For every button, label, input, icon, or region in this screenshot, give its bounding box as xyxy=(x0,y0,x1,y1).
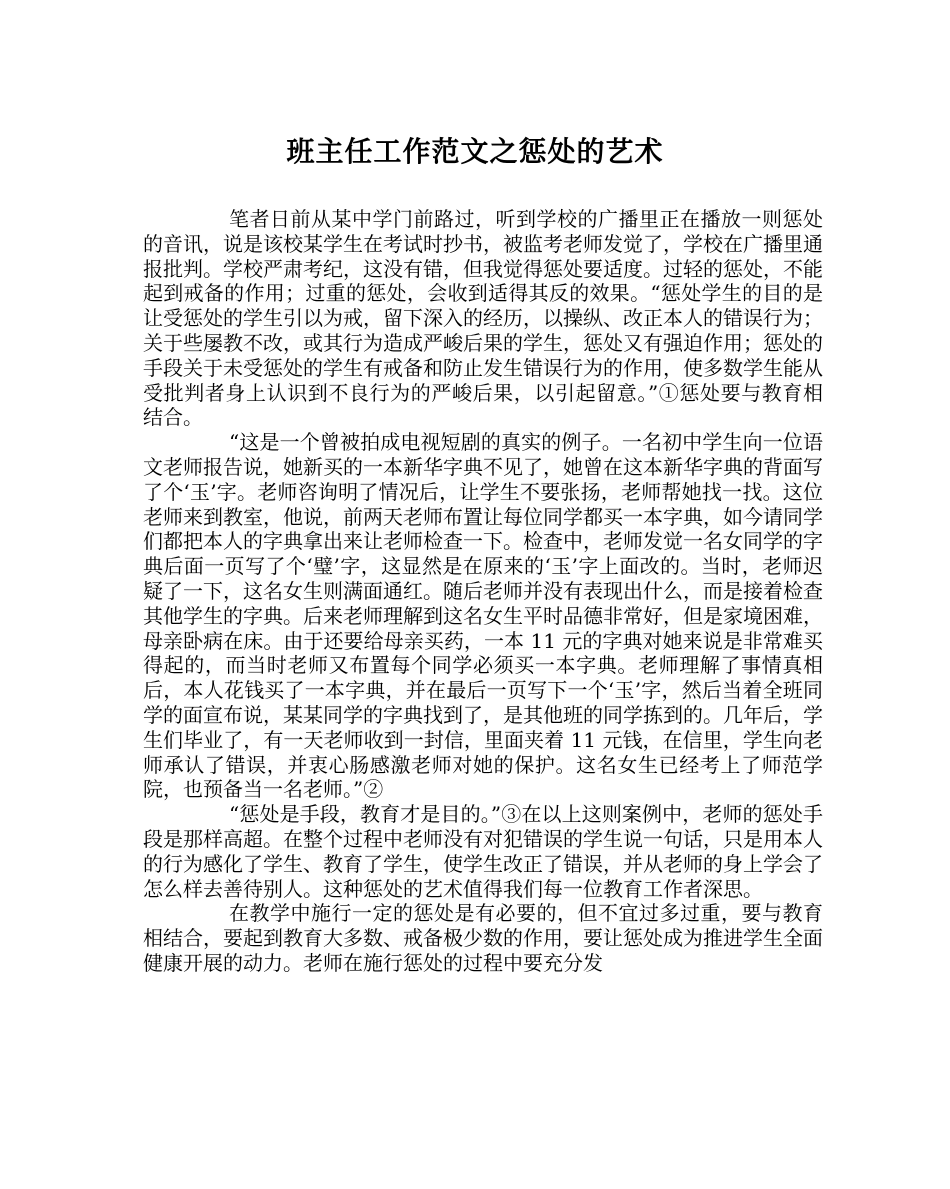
document-title: 班主任工作范文之惩处的艺术 xyxy=(286,135,664,168)
paragraph: 在教学中施行一定的惩处是有必要的，但不宜过多过重，要与教育相结合，要起到教育大多数、戒备极少数的作用，要让惩处成为推进学生全面健康开展的动力。老师在施行惩处的过程中要充分发 xyxy=(143,901,823,975)
paragraph: 笔者日前从某中学门前路过，听到学校的广播里正在播放一则惩处的音讯，说是该校某学生在考试时抄书，被监考老师发觉了，学校在广播里通报批判。学校严肃考纪，这没有错，但我觉得惩处要适度。过轻的惩处，不能起到戒备的作用；过重的惩处，会收到适得其反的效果。“惩处学生的目的是让受惩处的学生引以为戒，留下深入的经历，以操纵、改正本人的错误行为；关于些屡教不改，或其行为造成严峻后果的学生，惩处又有强迫作用；惩处的手段关于未受惩处的学生有戒备和防止发生错误行为的作用，使多数学生能从受批判者身上认识到不良行为的严峻后果，以引起留意。”①惩处要与教育相结合。 xyxy=(143,207,823,430)
paragraph: “这是一个曾被拍成电视短剧的真实的例子。一名初中学生向一位语文老师报告说，她新买的一本新华字典不见了，她曾在这本新华字典的背面写了个‘玉’字。老师咨询明了情况后，让学生不要张扬，老师帮她找一找。这位老师来到教室，他说，前两天老师布置让每位同学都买一本字典，如今请同学们都把本人的字典拿出来让老师检查一下。检查中，老师发觉一名女同学的字典后面一页写了个‘璧’字，这显然是在原来的‘玉’字上面改的。当时，老师迟疑了一下，这名女生则满面通红。随后老师并没有表现出什么，而是接着检查其他学生的字典。后来老师理解到这名女生平时品德非常好，但是家境困难，母亲卧病在床。由于还要给母亲买药，一本 11 元的字典对她来说是非常难买得起的，而当时老师又布置每个同学必须买一本字典。老师理解了事情真相后，本人花钱买了一本字典，并在最后一页写下一个‘玉’字，然后当着全班同学的面宣布说，某某同学的字典找到了，是其他班的同学拣到的。几年后，学生们毕业了，有一天老师收到一封信，里面夹着 11 元钱，在信里，学生向老师承认了错误，并衷心肠感激老师对她的保护。这名女生已经考上了师范学院，也预备当一名老师。”② xyxy=(143,430,823,802)
document-body xyxy=(143,207,823,976)
paragraph: “惩处是手段，教育才是目的。”③在以上这则案例中，老师的惩处手段是那样高超。在整个过程中老师没有对犯错误的学生说一句话，只是用本人的行为感化了学生、教育了学生，使学生改正了错误，并从老师的身上学会了怎么样去善待别人。这种惩处的艺术值得我们每一位教育工作者深思。 xyxy=(143,802,823,901)
